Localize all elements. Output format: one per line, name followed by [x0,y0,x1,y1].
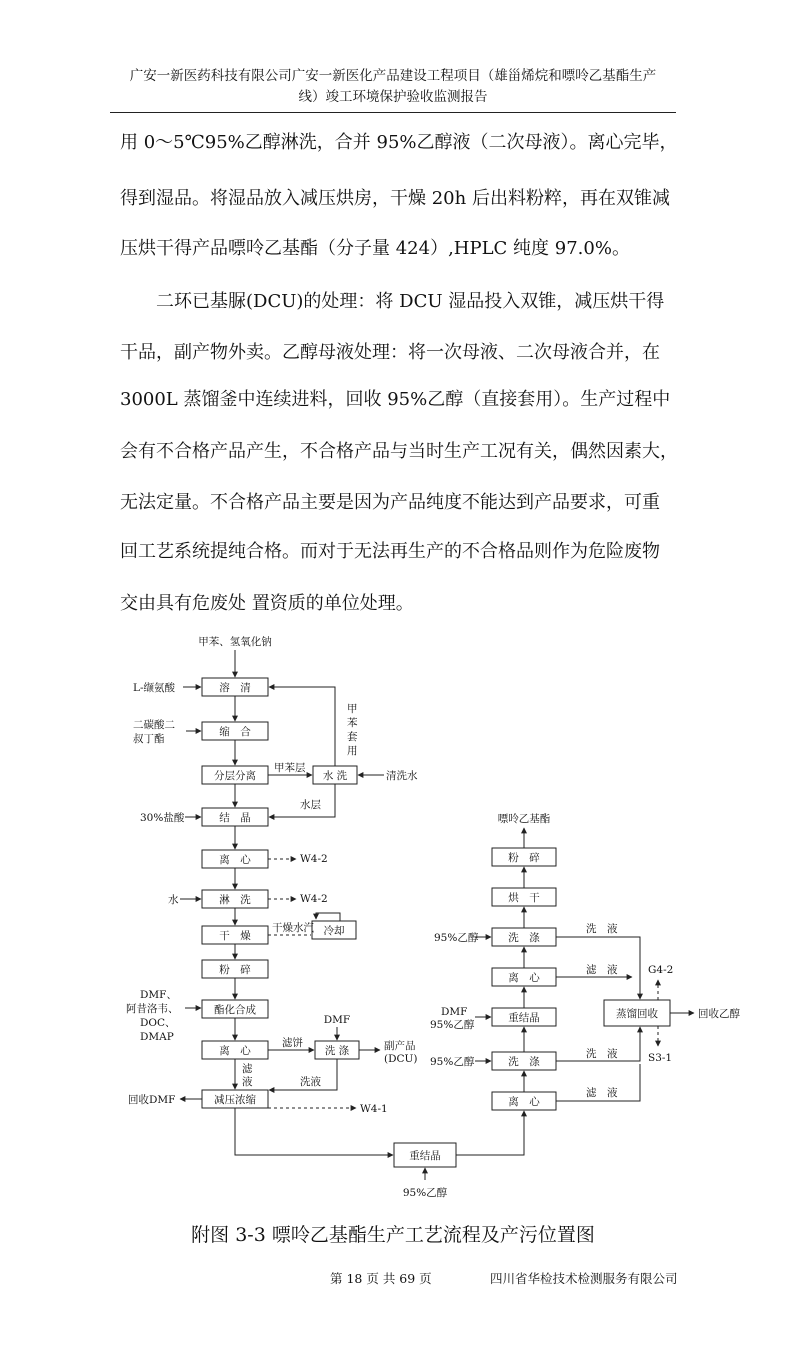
box-centrifuge-r1-label: 离 心 [508,1096,540,1108]
label-toluene-reuse-4: 用 [347,745,358,757]
body-line: 二环已基脲(DCU)的处理：将 DCU 湿品投入双锥，减压烘干得 [156,291,665,312]
figure-caption: 附图 3-3 嘌呤乙基酯生产工艺流程及产污位置图 [191,1224,595,1246]
body-line: 回工艺系统提纯合格。而对于无法再生产的不合格品则作为危险废物 [120,541,660,562]
page-number: 第 18 页 共 69 页 [330,1271,432,1286]
label-recover-ethanol: 回收乙醇 [698,1008,740,1020]
box-recrystal-bottom-label: 重结晶 [409,1150,441,1162]
label-wash-liquid-left: 洗液 [300,1076,321,1088]
header-line-1: 广安一新医药科技有限公司广安一新医化产品建设工程项目（雄甾烯烷和嘌呤乙基酯生产 [129,68,657,84]
label-toluene-reuse-2: 苯 [347,717,358,729]
box-centrifuge-r2-label: 离 心 [508,972,540,984]
box-cool-label: 冷却 [323,925,345,937]
label-s3-1: S3-1 [648,1052,673,1064]
label-toluene-reuse-3: 套 [347,731,358,743]
label-w4-1: W4-1 [360,1103,388,1115]
label-dmf-b: 阿昔洛韦、 [126,1003,179,1015]
label-byproduct-2: (DCU) [384,1053,418,1065]
body-line: 3000L 蒸馏釜中连续进料，回收 95%乙醇（直接套用）。生产过程中 [120,389,671,410]
label-toluene-layer: 甲苯层 [274,762,306,774]
label-ethanol-bottom: 95%乙醇 [402,1187,448,1199]
box-dissolve-label: 溶 清 [219,682,251,694]
label-filtrate-v2: 液 [242,1076,253,1088]
label-ethanol-rr: 95%乙醇 [430,1019,475,1031]
process-flowchart [0,620,786,1210]
label-water-in: 水 [168,894,179,906]
label-wash-liquid-r1: 洗 液 [586,1048,618,1060]
label-ethanol-r2: 95%乙醇 [434,932,479,944]
label-dmf-r: DMF [441,1006,468,1018]
label-dry-steam: 干燥水汽 [272,922,314,934]
label-g4-2: G4-2 [648,964,674,976]
box-condense-label: 缩 合 [219,726,251,738]
label-w4-2-b: W4-2 [300,893,328,905]
report-header [110,66,676,108]
body-line: 得到湿品。将湿品放入减压烘房，干燥 20h 后出料粉粹，再在双锥减 [120,188,670,209]
label-recover-dmf: 回收DMF [128,1094,176,1106]
label-water-layer: 水层 [300,799,321,811]
box-pulverize-1-label: 粉 碎 [219,964,251,976]
label-dmf-c: DOC、 [140,1017,176,1029]
body-line: 压烘干得产品嘌呤乙基酯（分子量 424）,HPLC 纯度 97.0%。 [120,238,630,259]
label-dmf-d: DMAP [140,1031,174,1043]
body-line: 干品，副产物外卖。乙醇母液处理：将一次母液、二次母液合并，在 [120,342,660,363]
label-filter-cake: 滤饼 [282,1037,303,1049]
footer-organization: 四川省华检技术检测服务有限公司 [490,1271,678,1286]
box-rinse-1-label: 淋 洗 [219,894,251,906]
label-clean-water: 清洗水 [386,770,418,782]
body-line: 无法定量。不合格产品主要是因为产品纯度不能达到产品要求，可重 [120,492,660,513]
label-dmf-a: DMF、 [140,989,177,1001]
box-dry-1-label: 干 燥 [219,930,251,942]
label-filtrate-v1: 滤 [242,1063,253,1075]
box-crystal-label: 结 晶 [219,812,251,824]
label-ethanol-r1: 95%乙醇 [430,1056,475,1068]
label-byproduct-1: 副产品 [384,1040,416,1052]
box-centrifuge-1-label: 离 心 [219,854,251,866]
label-hcl: 30%盐酸 [140,812,185,824]
box-pulverize-r-label: 粉 碎 [508,852,540,864]
box-distill-label: 蒸馏回收 [616,1008,658,1020]
body-line: 会有不合格产品产生，不合格产品与当时生产工况有关，偶然因素大， [120,441,678,462]
box-wash-dcu-label: 洗 涤 [324,1045,350,1057]
label-toluene-reuse-1: 甲 [347,703,358,715]
label-boc-1: 二碳酸二 [133,719,175,731]
label-filtrate-r2: 滤 液 [586,964,618,976]
label-boc-2: 叔丁酯 [133,733,165,745]
header-line-2: 线）竣工环境保护验收监测报告 [298,89,488,105]
label-dmf-top: DMF [323,1014,351,1026]
box-wash-water-label: 水 洗 [322,770,348,782]
box-recrystal-right-label: 重结晶 [508,1012,540,1024]
label-valine: L-缬氨酸 [133,682,176,694]
label-product: 嘌呤乙基酯 [497,813,551,825]
label-filtrate-r1: 滤 液 [586,1087,618,1099]
label-wash-liquid-r2: 洗 液 [586,923,618,935]
header-rule [110,112,676,113]
box-separate-label: 分层分离 [214,770,256,782]
label-w4-2-a: W4-2 [300,853,328,865]
box-centrifuge-2-label: 离 心 [219,1045,251,1057]
box-dry-r-label: 烘 干 [508,892,540,904]
body-line: 用 0～5℃95%乙醇淋洗，合并 95%乙醇液（二次母液）。离心完毕， [120,132,678,153]
box-esterify-label: 酯化合成 [214,1004,256,1016]
body-line: 交由具有危废处 置资质的单位处理。 [120,593,414,614]
label-toluene-naoh: 甲苯、氢氧化钠 [198,636,272,648]
box-wash-r2-label: 洗 涤 [508,932,540,944]
box-vac-concentrate-label: 减压浓缩 [214,1094,256,1106]
box-wash-r1-label: 洗 涤 [508,1056,540,1068]
